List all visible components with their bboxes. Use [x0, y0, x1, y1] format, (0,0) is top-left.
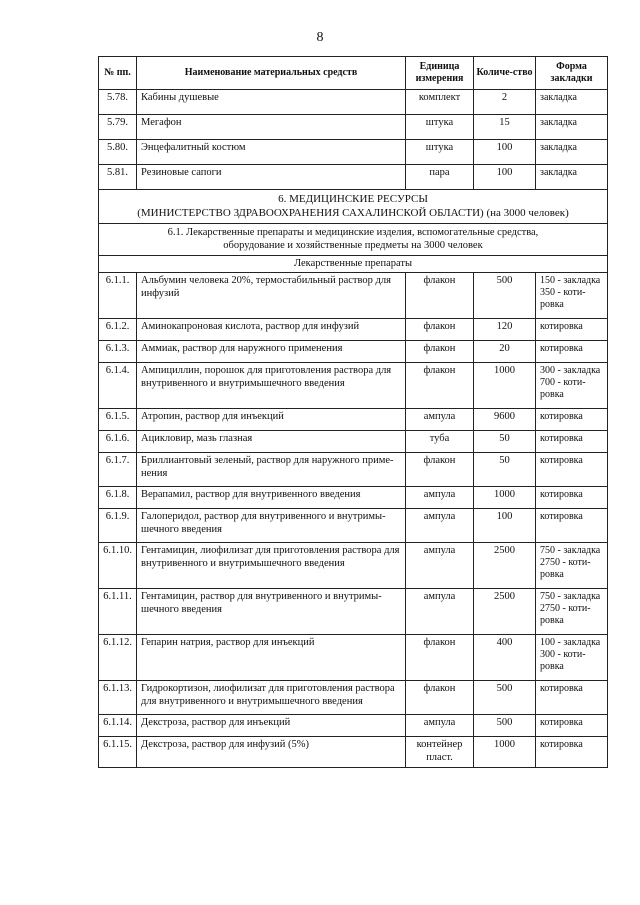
subsection-heading: [99, 223, 608, 255]
row-num: 6.1.12.: [99, 635, 137, 681]
row-unit: флакон: [406, 319, 474, 341]
table-row: [99, 319, 608, 341]
row-num: 5.80.: [99, 140, 137, 165]
row-name: Атропин, раствор для инъекций: [137, 409, 406, 431]
row-num: 6.1.10.: [99, 543, 137, 589]
row-num: 6.1.4.: [99, 363, 137, 409]
row-unit: контейнер пласт.: [406, 737, 474, 767]
row-qty: 15: [474, 115, 536, 140]
table-row: [99, 509, 608, 543]
row-unit: туба: [406, 431, 474, 453]
row-form: котировка: [536, 319, 608, 341]
table-row: [99, 115, 608, 140]
row-num: 6.1.6.: [99, 431, 137, 453]
row-name: Аммиак, раствор для наружного применения: [137, 341, 406, 363]
row-qty: 2500: [474, 589, 536, 635]
row-num: 6.1.5.: [99, 409, 137, 431]
row-qty: 500: [474, 715, 536, 737]
row-form: 150 - закладка 350 - коти-ровка: [536, 273, 608, 319]
row-num: 6.1.7.: [99, 453, 137, 487]
row-name: Альбумин человека 20%, термостабильный раствор для инфузий: [137, 273, 406, 319]
subsection-heading-row: [99, 223, 608, 255]
section-heading-line1: 6. МЕДИЦИНСКИЕ РЕСУРСЫ: [278, 193, 428, 205]
row-unit: пара: [406, 165, 474, 190]
table-row: [99, 543, 608, 589]
row-num: 6.1.9.: [99, 509, 137, 543]
row-name: Гентамицин, раствор для внутривенного и внутримы-шечного введения: [137, 589, 406, 635]
row-qty: 100: [474, 140, 536, 165]
row-unit: ампула: [406, 715, 474, 737]
row-unit: флакон: [406, 635, 474, 681]
table-row: [99, 409, 608, 431]
table-row: [99, 90, 608, 115]
table-row: [99, 363, 608, 409]
header-qty: Количе-ство: [474, 57, 536, 90]
row-name: Ацикловир, мазь глазная: [137, 431, 406, 453]
page-number: 8: [316, 30, 324, 45]
row-form: 100 - закладка 300 - коти-ровка: [536, 635, 608, 681]
row-qty: 50: [474, 431, 536, 453]
table-row: [99, 341, 608, 363]
row-name: Галоперидол, раствор для внутривенного и внутримы-шечного введения: [137, 509, 406, 543]
row-form: котировка: [536, 409, 608, 431]
table-row: [99, 681, 608, 715]
row-num: 6.1.11.: [99, 589, 137, 635]
row-form: котировка: [536, 487, 608, 509]
row-name: Гидрокортизон, лиофилизат для приготовления раствора для внутривенного и внутримышечного введения: [137, 681, 406, 715]
table-row: [99, 140, 608, 165]
header-name: Наименование материальных средств: [137, 57, 406, 90]
row-name: Аминокапроновая кислота, раствор для инфузий: [137, 319, 406, 341]
row-form: закладка: [536, 165, 608, 190]
row-name: Гентамицин, лиофилизат для приготовления раствора для внутривенного и внутримышечного введения: [137, 543, 406, 589]
subsection-heading-line2: оборудование и хозяйственные предметы на 3000 человек: [223, 240, 483, 252]
row-form: котировка: [536, 341, 608, 363]
row-num: 5.81.: [99, 165, 137, 190]
row-form: закладка: [536, 115, 608, 140]
row-unit: флакон: [406, 363, 474, 409]
section-heading: [99, 190, 608, 224]
row-form: котировка: [536, 737, 608, 767]
row-unit: флакон: [406, 273, 474, 319]
row-unit: ампула: [406, 509, 474, 543]
row-form: закладка: [536, 90, 608, 115]
table-row: [99, 273, 608, 319]
row-unit: флакон: [406, 681, 474, 715]
row-name: Гепарин натрия, раствор для инъекций: [137, 635, 406, 681]
row-num: 6.1.8.: [99, 487, 137, 509]
row-form: 300 - закладка 700 - коти-ровка: [536, 363, 608, 409]
row-name: Энцефалитный костюм: [137, 140, 406, 165]
header-form: Форма закладки: [536, 57, 608, 90]
group-heading: Лекарственные препараты: [99, 255, 608, 273]
row-num: 6.1.14.: [99, 715, 137, 737]
row-unit: ампула: [406, 543, 474, 589]
row-qty: 120: [474, 319, 536, 341]
row-form: котировка: [536, 509, 608, 543]
header-unit: Единица измерения: [406, 57, 474, 90]
row-qty: 100: [474, 509, 536, 543]
row-name: Ампициллин, порошок для приготовления раствора для внутривенного и внутримышечного введения: [137, 363, 406, 409]
row-num: 6.1.1.: [99, 273, 137, 319]
table-row: [99, 453, 608, 487]
row-name: Верапамил, раствор для внутривенного введения: [137, 487, 406, 509]
row-name: Кабины душевые: [137, 90, 406, 115]
row-num: 5.79.: [99, 115, 137, 140]
row-qty: 2: [474, 90, 536, 115]
row-form: котировка: [536, 431, 608, 453]
row-form: 750 - закладка 2750 - коти-ровка: [536, 589, 608, 635]
table-row: [99, 589, 608, 635]
row-unit: штука: [406, 140, 474, 165]
row-unit: ампула: [406, 589, 474, 635]
row-unit: штука: [406, 115, 474, 140]
row-qty: 9600: [474, 409, 536, 431]
row-name: Мегафон: [137, 115, 406, 140]
row-num: 6.1.2.: [99, 319, 137, 341]
row-qty: 400: [474, 635, 536, 681]
row-qty: 1000: [474, 363, 536, 409]
row-qty: 500: [474, 681, 536, 715]
row-form: котировка: [536, 681, 608, 715]
row-qty: 1000: [474, 737, 536, 767]
row-qty: 100: [474, 165, 536, 190]
row-unit: флакон: [406, 341, 474, 363]
table-header-row: [99, 57, 608, 90]
materials-table: [98, 56, 608, 768]
row-num: 6.1.15.: [99, 737, 137, 767]
row-form: 750 - закладка 2750 - коти-ровка: [536, 543, 608, 589]
table-row: [99, 165, 608, 190]
row-qty: 1000: [474, 487, 536, 509]
row-num: 6.1.13.: [99, 681, 137, 715]
row-name: Бриллиантовый зеленый, раствор для наружного приме-нения: [137, 453, 406, 487]
subsection-heading-line1: 6.1. Лекарственные препараты и медицинские изделия, вспомогательные средства,: [167, 226, 539, 238]
section-heading-line2: (МИНИСТЕРСТВО ЗДРАВООХРАНЕНИЯ САХАЛИНСКОЙ ОБЛАСТИ) (на 3000 человек): [137, 207, 569, 220]
section-heading-row: [99, 190, 608, 224]
row-unit: комплект: [406, 90, 474, 115]
row-unit: ампула: [406, 409, 474, 431]
table-row: [99, 487, 608, 509]
row-unit: флакон: [406, 453, 474, 487]
row-qty: 2500: [474, 543, 536, 589]
row-qty: 20: [474, 341, 536, 363]
table-row: [99, 635, 608, 681]
row-num: 5.78.: [99, 90, 137, 115]
row-unit: ампула: [406, 487, 474, 509]
row-num: 6.1.3.: [99, 341, 137, 363]
row-form: котировка: [536, 715, 608, 737]
row-form: котировка: [536, 453, 608, 487]
row-qty: 500: [474, 273, 536, 319]
table-row: [99, 737, 608, 767]
row-name: Декстроза, раствор для инфузий (5%): [137, 737, 406, 767]
group-heading-row: [99, 255, 608, 273]
row-form: закладка: [536, 140, 608, 165]
row-qty: 50: [474, 453, 536, 487]
row-name: Декстроза, раствор для инъекций: [137, 715, 406, 737]
table-row: [99, 431, 608, 453]
header-num: № пп.: [99, 57, 137, 90]
table-row: [99, 715, 608, 737]
row-name: Резиновые сапоги: [137, 165, 406, 190]
